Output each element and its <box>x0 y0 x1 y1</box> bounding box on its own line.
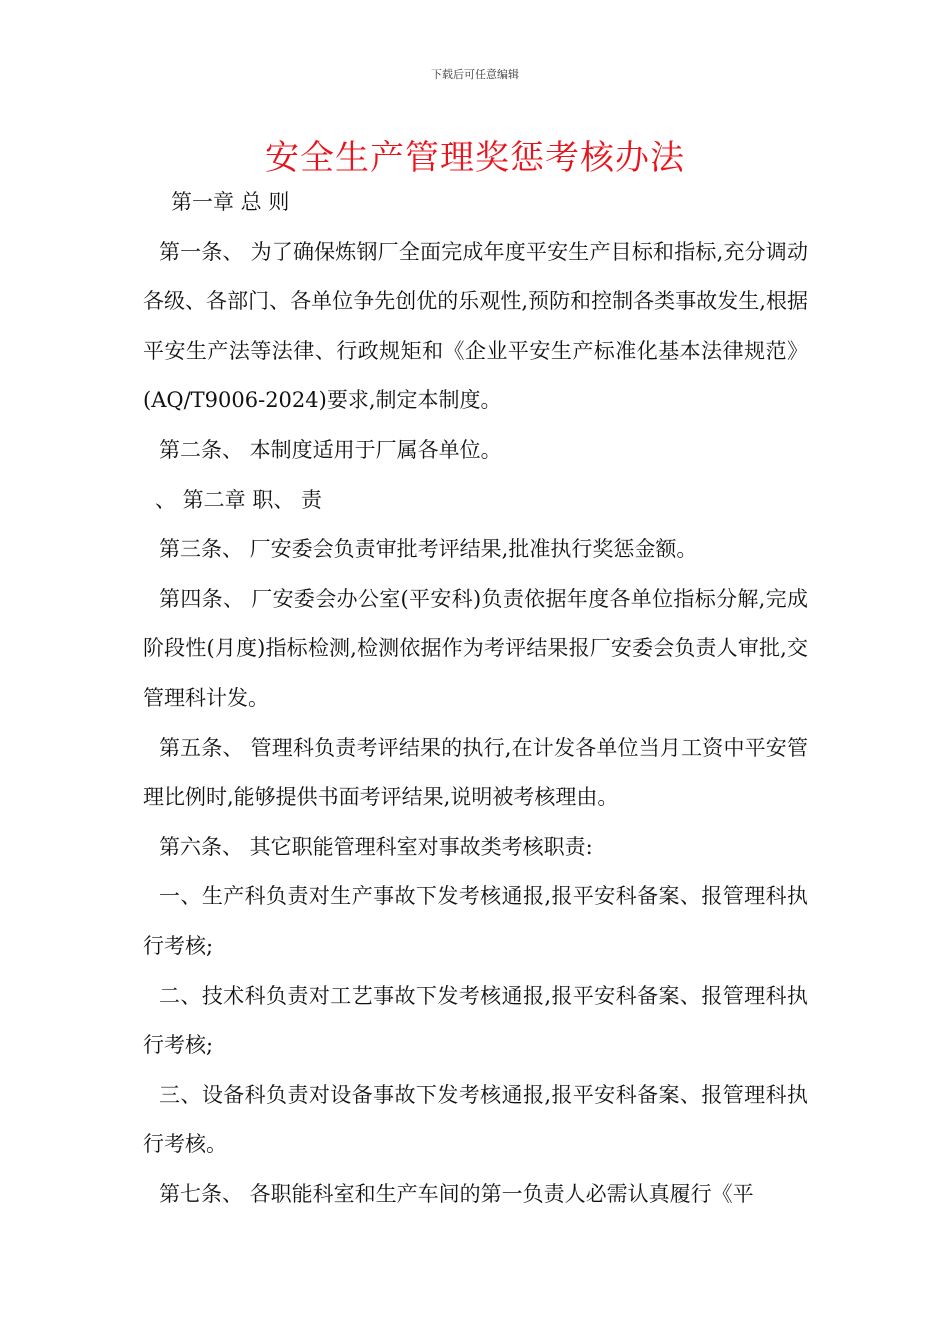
article-paragraph: 第四条、 厂安委会办公室(平安科)负责依据年度各单位指标分解,完成阶段性(月度)指标检测,检测依据作为考评结果报厂安委会负责人审批,交管理科计发。 <box>143 586 808 710</box>
document-title: 安全生产管理奖惩考核办法 <box>265 138 685 178</box>
header-note: 下载后可任意编辑 <box>431 68 519 81</box>
document-body <box>143 178 808 1219</box>
article-paragraph: 第五条、 管理科负责考评结果的执行,在计发各单位当月工资中平安管理比例时,能够提供书面考评结果,说明被考核理由。 <box>143 735 808 810</box>
list-item: 二、技术科负责对工艺事故下发考核通报,报平安科备案、报管理科执行考核; <box>143 983 808 1058</box>
article-paragraph: 第一条、 为了确保炼钢厂全面完成年度平安生产目标和指标,充分调动各级、各部门、各单位争先创优的乐观性,预防和控制各类事故发生,根据平安生产法等法律、行政规矩和《企业平安生产标准化基本法律规范》(AQ/T9006-2024)要求,制定本制度。 <box>143 239 808 413</box>
article-paragraph: 第二条、 本制度适用于厂属各单位。 <box>159 437 502 462</box>
list-item: 三、设备科负责对设备事故下发考核通报,报平安科备案、报管理科执行考核。 <box>143 1082 808 1157</box>
article-paragraph: 第三条、 厂安委会负责审批考评结果,批准执行奖惩金额。 <box>159 537 698 562</box>
chapter-heading: 第一章 总 则 <box>171 190 290 214</box>
chapter-heading: 、 第二章 职、 责 <box>155 487 323 512</box>
article-paragraph: 第六条、 其它职能管理科室对事故类考核职责: <box>159 834 593 859</box>
article-paragraph: 第七条、 各职能科室和生产车间的第一负责人必需认真履行《平 <box>159 1181 754 1206</box>
list-item: 一、生产科负责对生产事故下发考核通报,报平安科备案、报管理科执行考核; <box>143 884 808 958</box>
